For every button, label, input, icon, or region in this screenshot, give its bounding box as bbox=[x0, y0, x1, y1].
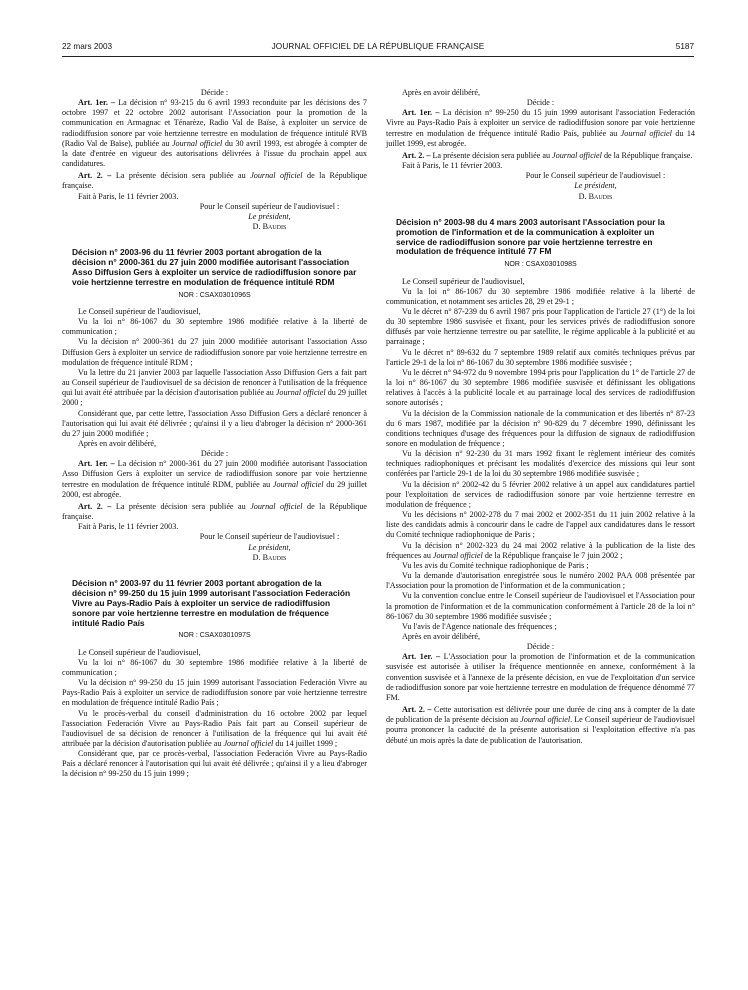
decide-heading: Décide : bbox=[526, 642, 555, 652]
decision-title: Décision n° 2003-98 du 4 mars 2003 autorisant l'Association pour la promotion de l'information et de la communication à exploiter un service de radiodiffusion sonore par voie hertzienne terrestre en modulation de fréquence intitulé 77 FM bbox=[396, 216, 665, 257]
decide-heading: Décide : bbox=[526, 98, 555, 108]
body-paragraph: Le Conseil supérieur de l'audiovisuel, bbox=[78, 306, 201, 316]
article-label: Art. 1er. – bbox=[78, 98, 116, 108]
decision-title: Décision n° 2003-97 du 11 février 2003 portant abrogation de la décision n° 99-250 du 15 juin 1999 autorisant l'association Federación Vivre au Pays-Radio País à exploiter un service de radiodiffusion sonore par voie hertzienne terrestre en modulation de fréquence intitulé Radio País bbox=[72, 577, 351, 628]
signature-line: Pour le Conseil supérieur de l'audiovisuel : bbox=[199, 532, 340, 542]
decide-heading: Décide : bbox=[200, 449, 229, 459]
body-paragraph: Vu les décisions n° 2002-278 du 7 mai 2002 et 2002-351 du 11 juin 2002 relative à la liste des candidats admis à concourir dans le cadre de l'appel aux candidatures dans le ressort du Comité technique radiophonique de Paris ; bbox=[386, 510, 695, 540]
article-paragraph: Art. 1er. – La décision n° 99-250 du 15 juin 1999 autorisant l'association Federación Vivre au Pays-Radio País à exploiter un service de radiodiffusion sonore par voie hertzienne terrestre en modulation de fréquence intitulé Radio País, publiée au Journal officiel du 14 juillet 1999, est abrogée. bbox=[386, 108, 695, 148]
body-paragraph: Vu la demande d'autorisation enregistrée sous le numéro 2002 PAA 008 présentée par l'Association pour la promotion de l'information et de la communication ; bbox=[386, 571, 695, 591]
done-at-line: Fait à Paris, le 11 février 2003. bbox=[402, 161, 503, 171]
body-paragraph: Considérant que, par ce procès-verbal, l'association Federación Vivre au Pays-Radio País a déclaré renoncer à l'autorisation qui lui avait été délivrée ; qu'ainsi il y a lieu d'abroger la décision n° 99-250 du 15 juin 1999 ; bbox=[62, 749, 367, 779]
body-paragraph: Vu la convention conclue entre le Conseil supérieur de l'audiovisuel et l'Association pour la promotion de l'information et de la communication conformément à l'article 28 de la loi n° 86-1067 du 30 septembre 1986 modifiée susvisée ; bbox=[386, 591, 695, 621]
article-label: Art. 2. – bbox=[402, 150, 431, 160]
page-header bbox=[62, 42, 694, 56]
left-column bbox=[62, 88, 367, 780]
body-paragraph: Vu la loi n° 86-1067 du 30 septembre 1986 modifiée relative à la liberté de communication ; bbox=[62, 657, 367, 677]
body-paragraph: Considérant que, par cette lettre, l'association Asso Diffusion Gers a déclaré renoncer à l'autorisation qui lui avait été délivrée ; qu'ainsi il y a lieu d'abroger la décision n° 2000-361 du 27 juin 2000 modifiée ; bbox=[62, 408, 367, 438]
signature-role: Le président, bbox=[248, 542, 291, 552]
body-paragraph: Vu la décision de la Commission nationale de la communication et des libertés n° 87-23 du 6 mars 1987, modifiée par la décision n° 90-829 du 7 décembre 1990, définissant les conditions techniques d'usage des fréquences pour la diffusion de signaux de radiodiffusion sonore en modulation de fréquence ; bbox=[386, 408, 695, 448]
body-paragraph: Vu le décret n° 94-972 du 9 novembre 1994 pris pour l'application du 1° de l'article 27 de la loi n° 86-1067 du 30 septembre 1986 modifiée susvisée et définissant les obligations relatives à l'accès à la publicité locale et au parrainage local des services de radiodiffusion sonore autorisés ; bbox=[386, 367, 695, 408]
signature-name: D. Baudis bbox=[252, 222, 287, 232]
article-label: Art. 1er. – bbox=[78, 459, 115, 469]
page-number: 5187 bbox=[675, 42, 694, 51]
body-paragraph: Vu la décision n° 2002-323 du 24 mai 2002 relative à la publication de la liste des fréquences au Journal officiel de la République française le 7 juin 2002 ; bbox=[386, 540, 695, 560]
decide-heading: Décide : bbox=[200, 88, 229, 97]
body-paragraph: Après en avoir délibéré, bbox=[402, 631, 481, 641]
article-paragraph: Art. 1er. – La décision n° 93-215 du 6 avril 1993 reconduite par les décisions des 7 octobre 1997 et 22 octobre 2002 autorisant l'Association pour la promotion de la communication en Armagnac et Ténarèze, Radio Val de Baïse, à exploiter un service de radiodiffusion sonore par voie hertzienne terrestre en modulation de fréquence intitulé RVB (Radio Val de Baïse), publiée au Journal officiel du 30 avril 1993, est abrogée à compter de la date d'entrée en vigueur des autorisations délivrées à l'issue du prochain appel aux candidatures. bbox=[62, 98, 367, 169]
article-paragraph: Art. 2. – La présente décision sera publiée au Journal officiel de la République française. bbox=[62, 171, 367, 191]
header-date: 22 mars 2003 bbox=[62, 42, 113, 51]
article-paragraph: Art. 1er. – La décision n° 2000-361 du 27 juin 2000 modifiée autorisant l'association Asso Diffusion Gers à exploiter un service de radiodiffusion sonore par voie hertzienne terrestre en modulation de fréquence intitulé RDM, publiée au Journal officiel du 29 juillet 2000, est abrogée. bbox=[62, 459, 368, 499]
article-label: Art. 1er. – bbox=[402, 108, 440, 118]
done-at-line: Fait à Paris, le 11 février 2003. bbox=[78, 522, 179, 532]
article-paragraph: Art. 1er. – L'Association pour la promotion de l'information et de la communication susvisée est autorisée à utiliser la fréquence mentionnée en annexe, conformément à la convention susvisée et à l'annexe de la présente décision, en vue de l'exploitation d'un service de radiodiffusion sonore par voie hertzienne terrestre en modulation de fréquence dénommé 77 FM. bbox=[386, 652, 695, 702]
body-paragraph: Vu la loi n° 86-1067 du 30 septembre 1986 modifiée relative à la liberté de communication, et notamment ses articles 28, 29 et 29-1 ; bbox=[386, 286, 695, 306]
body-paragraph: Vu la décision n° 99-250 du 15 juin 1999 autorisant l'association Federación Vivre au Pays-Radio País à exploiter un service de radiodiffusion sonore par voie hertzienne terrestre en modulation de fréquence intitulé Radio País ; bbox=[62, 678, 367, 708]
header-rule bbox=[62, 56, 694, 57]
body-paragraph: Vu le décret n° 89-632 du 7 septembre 1989 relatif aux comités techniques prévus par l'article 29-1 de la loi n° 86-1067 du 30 septembre 1986 modifiée susvisée ; bbox=[386, 347, 695, 367]
done-at-line: Fait à Paris, le 11 février 2003. bbox=[78, 191, 179, 201]
article-paragraph: Art. 2. – La présente décision sera publiée au Journal officiel de la République française. bbox=[62, 501, 367, 522]
decision-title: Décision n° 2003-96 du 11 février 2003 portant abrogation de la décision n° 2000-361 du 27 juin 2000 modifiée autorisant l'association Asso Diffusion Gers à exploiter un service de radiodiffusion sonore par voie hertzienne terrestre en modulation de fréquence intitulé RDM bbox=[72, 247, 357, 287]
article-paragraph: Art. 2. – Cette autorisation est délivrée pour une durée de cinq ans à compter de la date de publication de la présente décision au Journal officiel. Le Conseil supérieur de l'audiovisuel pourra prononcer la caducité de la présente autorisation si l'exploitation effective n'a pas débuté un mois après la date de publication de l'autorisation. bbox=[386, 705, 695, 745]
signature-role: Le président, bbox=[248, 211, 291, 221]
body-paragraph: Vu la décision n° 2000-361 du 27 juin 2000 modifiée autorisant l'association Asso Diffusion Gers à exploiter un service de radiodiffusion sonore par voie hertzienne terrestre en modulation de fréquence intitulé RDM ; bbox=[62, 337, 367, 367]
body-paragraph: Le Conseil supérieur de l'audiovisuel, bbox=[78, 647, 201, 657]
body-paragraph: Vu la décision n° 2002-42 du 5 février 2002 relative à un appel aux candidatures partiel pour l'exploitation de services de radiodiffusion sonore par voie hertzienne terrestre en modulation de fréquence ; bbox=[386, 479, 695, 509]
body-paragraph: Vu le décret n° 87-239 du 6 avril 1987 pris pour l'application de l'article 27 (1°) de la loi du 30 septembre 1986 susvisée et fixant, pour les services privés de radiodiffusion sonore diffusés par voie hertzienne terrestre ou par satellite, le régime applicable à la publicité et au parrainage ; bbox=[386, 306, 695, 347]
body-paragraph: Après en avoir délibéré, bbox=[402, 88, 481, 97]
signature-role: Le président, bbox=[574, 181, 617, 191]
article-label: Art. 2. – bbox=[78, 171, 112, 181]
article-label: Art. 2. – bbox=[78, 501, 112, 511]
body-paragraph: Vu le procès-verbal du conseil d'administration du 16 octobre 2002 par lequel l'association Federación Vivre au Pays-Radio País fait part au Conseil supérieur de l'audiovisuel de sa décision de renoncer à l'utilisation de la fréquence qui lui avait été attribuée par la décision d'autorisation publiée au Journal officiel du 14 juillet 1999 ; bbox=[62, 708, 367, 748]
signature-line: Pour le Conseil supérieur de l'audiovisuel : bbox=[199, 201, 340, 211]
signature-name: D. Baudis bbox=[252, 552, 287, 562]
nor-reference: NOR : CSAX0301097S bbox=[178, 632, 251, 640]
article-label: Art. 2. – bbox=[402, 705, 432, 715]
right-column bbox=[386, 88, 695, 746]
body-paragraph: Vu les avis du Comité technique radiophonique de Paris ; bbox=[402, 560, 589, 570]
body-paragraph: Vu la lettre du 21 janvier 2003 par laquelle l'association Asso Diffusion Gers a fait part au Conseil supérieur de l'audiovisuel de sa décision de renoncer à l'utilisation de la fréquence qui lui avait été attribuée par la décision d'autorisation publiée au Journal officiel du 29 juillet 2000 ; bbox=[62, 367, 367, 408]
article-label: Art. 1er. – bbox=[402, 652, 441, 662]
signature-line: Pour le Conseil supérieur de l'audiovisuel : bbox=[525, 171, 666, 181]
journal-title: JOURNAL OFFICIEL DE LA RÉPUBLIQUE FRANÇAISE bbox=[271, 42, 485, 51]
nor-reference: NOR : CSAX0301098S bbox=[504, 261, 577, 269]
signature-name: D. Baudis bbox=[578, 191, 613, 201]
nor-reference: NOR : CSAX0301096S bbox=[178, 291, 251, 299]
article-paragraph: Art. 2. – La présente décision sera publiée au Journal officiel de la République française. bbox=[402, 150, 693, 160]
body-paragraph: Vu la loi n° 86-1067 du 30 septembre 1986 modifiée relative à la liberté de communication ; bbox=[62, 317, 367, 337]
body-paragraph: Vu l'avis de l'Agence nationale des fréquences ; bbox=[402, 621, 557, 631]
body-paragraph: Après en avoir délibéré, bbox=[78, 439, 157, 448]
body-paragraph: Vu la décision n° 92-230 du 31 mars 1992 fixant le règlement intérieur des comités techniques radiophoniques et précisant les modalités d'exercice des missions qui leur sont conférées par l'article 29-1 de la loi du 30 septembre 1986 modifiée susvisée ; bbox=[386, 449, 695, 479]
body-paragraph: Le Conseil supérieur de l'audiovisuel, bbox=[402, 276, 525, 286]
